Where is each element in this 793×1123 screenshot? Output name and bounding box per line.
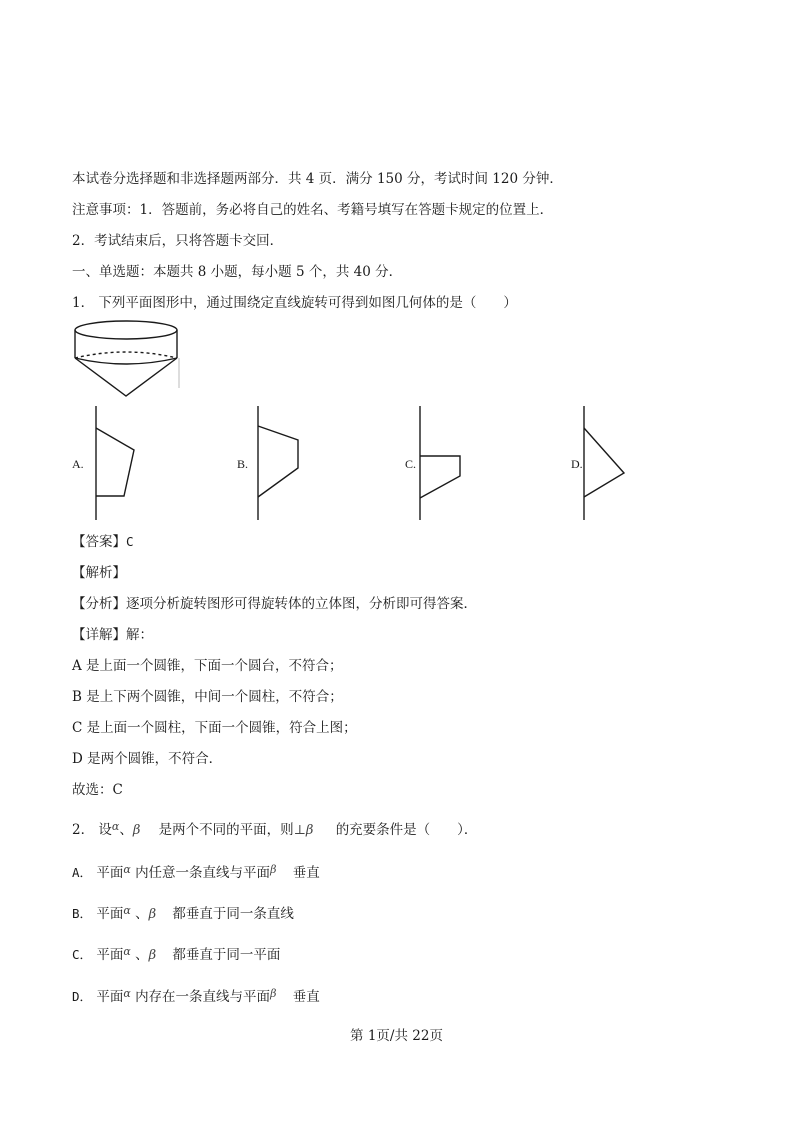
fenxi-text: 逐项分析旋转图形可得旋转体的立体图，分析即可得答案． [126, 596, 477, 612]
q2-tail: 的充要条件是（ ）． [335, 822, 478, 838]
option-d-figure [578, 406, 638, 520]
q2-option-c-label: C． [72, 947, 93, 962]
q2-option-c [72, 943, 280, 965]
option-a-figure [90, 406, 150, 520]
detail-tag: 【详解】 [72, 627, 126, 643]
q1-answer [72, 533, 134, 551]
q2-option-d-label: D． [72, 989, 93, 1004]
q2-option-d-post: 垂直 [292, 989, 320, 1005]
q2-mid: 是两个不同的平面，则 [158, 822, 294, 838]
intro-line-2: 注意事项：1．答题前，务必将自己的姓名、考籍号填写在答题卡规定的位置上． [72, 202, 554, 218]
q2-option-d-pre: 平面 [96, 989, 124, 1005]
cylinder-bottom-front [75, 358, 177, 364]
q1-stem: 1． 下列平面图形中，通过围绕定直线旋转可得到如图几何体的是（ ） [72, 295, 517, 311]
q2-option-a-beta: β [270, 863, 277, 876]
q2-option-a-post: 垂直 [292, 865, 320, 881]
q2-option-d-mid: 内存在一条直线与平面 [135, 989, 271, 1005]
q2-option-c-mid: 、 [135, 947, 149, 963]
option-b-figure [252, 406, 312, 520]
option-a-label: A. [72, 457, 84, 471]
q2-option-a-alpha: α [123, 863, 131, 876]
fenxi-tag: 【分析】 [72, 596, 126, 612]
q2-option-b-alpha: α [123, 904, 131, 917]
q1-line-c: C 是上面一个圆柱，下面一个圆锥，符合上图； [72, 720, 357, 736]
q2-perp: ⊥ [293, 823, 306, 838]
q2-option-d-alpha: α [123, 987, 131, 1000]
q2-option-c-post: 都垂直于同一平面 [172, 947, 281, 963]
q2-beta: β [132, 823, 141, 838]
cylinder-top-ellipse [75, 321, 177, 339]
q2-alpha: α [111, 820, 120, 833]
analysis-tag: 【解析】 [72, 565, 126, 581]
q2-option-b-pre: 平面 [96, 906, 124, 922]
q2-option-a-mid: 内任意一条直线与平面 [135, 865, 271, 881]
detail-text: 解： [126, 627, 153, 643]
q2-option-d-beta: β [270, 987, 277, 1000]
q1-line-b: B 是上下两个圆锥，中间一个圆柱，不符合； [72, 689, 343, 705]
option-c-figure [414, 406, 474, 520]
q2-stem [72, 818, 477, 840]
q1-conclusion: 故选：C [72, 782, 123, 798]
page-footer: 第 1页/共 22页 [350, 1028, 443, 1044]
q2-option-c-pre: 平面 [96, 947, 124, 963]
answer-value: C [126, 534, 134, 549]
q2-num: 2． 设 [72, 822, 112, 838]
q2-option-b-mid: 、 [135, 906, 149, 922]
cylinder-bottom-back-dashed [75, 352, 177, 358]
solid-figure [70, 318, 190, 404]
q2-option-a [72, 861, 320, 882]
intro-line-3: 2．考试结束后，只将答题卡交回． [72, 233, 284, 249]
q2-option-c-alpha: α [123, 945, 131, 958]
section-heading: 一、单选题：本题共 8 小题，每小题 5 个，共 40 分． [72, 264, 403, 280]
q2-option-a-label: A． [72, 865, 93, 880]
intro-line-1: 本试卷分选择题和非选择题两部分．共 4 页．满分 150 分，考试时间 120 分钟． [72, 171, 563, 187]
q1-line-a: A 是上面一个圆锥，下面一个圆台，不符合； [72, 658, 343, 674]
q1-line-d: D 是两个圆锥，不符合． [72, 751, 223, 767]
option-b-label: B. [237, 457, 249, 471]
q2-option-b [72, 902, 294, 924]
q2-option-a-pre: 平面 [96, 865, 124, 881]
q2-option-b-label: B． [72, 906, 93, 921]
option-d-label: D. [571, 457, 583, 471]
q2-sep: 、 [119, 822, 133, 838]
q2-option-c-beta: β [148, 948, 157, 963]
q1-fenxi [72, 595, 477, 613]
answer-tag: 【答案】 [72, 534, 126, 550]
q2-option-d [72, 985, 320, 1006]
q1-detail [72, 626, 153, 644]
q2-option-b-post: 都垂直于同一条直线 [172, 906, 294, 922]
q2-option-b-beta: β [148, 907, 157, 922]
option-c-label: C. [405, 457, 417, 471]
q2-beta-2: β [305, 823, 314, 838]
